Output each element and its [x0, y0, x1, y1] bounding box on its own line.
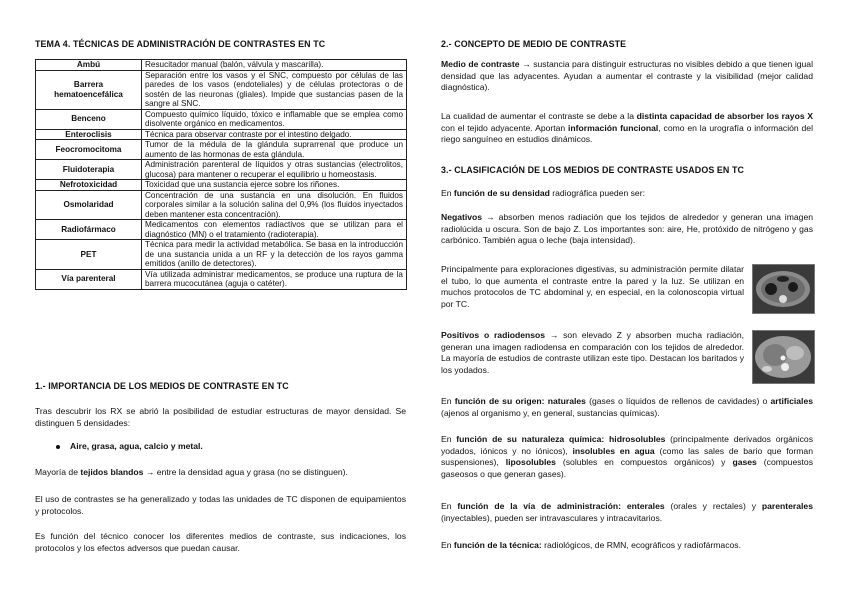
section1-paragraph-1: Tras descubrir los RX se abrió la posibilidad de estudiar estructuras de mayor densidad. Se distinguen 5 densidades: [35, 406, 406, 428]
glossary-row [36, 269, 407, 289]
section2-paragraph-1: Medio de contraste → sustancia para distinguir estructuras no visibles debido a que tienen igual densidad que las adyacentes. Ayudan a aumentar el contraste y la visibilidad (mejor calidad diagnóstica). [441, 59, 813, 93]
page-title: TEMA 4. TÉCNICAS DE ADMINISTRACIÓN DE CONTRASTES EN TC [35, 39, 326, 49]
glossary-definition: Resucitador manual (balón, válvula y mascarilla). [142, 60, 407, 71]
section2-heading: 2.- CONCEPTO DE MEDIO DE CONTRASTE [441, 39, 627, 49]
glossary-term: Ambú [36, 60, 142, 71]
glossary-row [36, 180, 407, 191]
glossary-definition: Toxicidad que una sustancia ejerce sobre los riñones. [142, 180, 407, 191]
glossary-definition: Separación entre los vasos y el SNC, compuesto por células de las paredes de los vasos (endoteliales) y de células protectoras o de sostén de las neuronas (gliales). Impide que sustancias pasen de la sangre al SNC. [142, 70, 407, 109]
administration-route-paragraph: En función de la vía de administración: enterales (orales y rectales) y parenterales (inyectables), pueden ser intravasculares y intracavitarios. [441, 501, 813, 523]
positives-paragraph: Positivos o radiodensos → son elevado Z y absorben mucha radiación, generan una imagen radiodensa en comparación con los tejidos de alrededor. La mayoría de estudios de contraste utilizan este tipo. Destacan los baritados y los yodados. [441, 330, 745, 376]
glossary-definition: Tumor de la médula de la glándula suprarrenal que produce un aumento de las hormonas de esta glándula. [142, 140, 407, 160]
glossary-term: Barrera hematoencefálica [36, 70, 142, 109]
section1-paragraph-2: Mayoría de tejidos blandos → entre la densidad agua y grasa (no se distinguen). [35, 467, 348, 477]
glossary-row [36, 160, 407, 180]
negatives-paragraph: Negativos → absorben menos radiación que los tejidos de alrededor y generan una imagen radiolúcida u oscura. Son de bajo Z. Los importantes son: aire, He, protóxido de nitrógeno y gas carbónico. También agua o leche (baja intensidad). [441, 212, 813, 246]
glossary-row [36, 240, 407, 270]
glossary-definition: Vía utilizada administrar medicamentos, se produce una ruptura de la barrera mucocutánea (aguja o catéter). [142, 269, 407, 289]
glossary-term: Radiofármaco [36, 220, 142, 240]
glossary-term: Vía parenteral [36, 269, 142, 289]
glossary-definition: Concentración de una sustancia en una disolución. En fluidos corporales similar a la solución salina del 0,9% (los fluidos inyectados deben mantener esta concentración). [142, 190, 407, 220]
section1-heading: 1.- IMPORTANCIA DE LOS MEDIOS DE CONTRASTE EN TC [35, 381, 289, 391]
densities-bullet [56, 441, 203, 453]
glossary-definition: Compuesto químico líquido, tóxico e inflamable que se emplea como disolvente orgánico en medicamentos. [142, 109, 407, 129]
glossary-term: Osmolaridad [36, 190, 142, 220]
section1-paragraph-3: El uso de contrastes se ha generalizado y todas las unidades de TC disponen de equipamientos y protocolos. [35, 494, 406, 516]
glossary-row [36, 220, 407, 240]
glossary-definition: Medicamentos con elementos radiactivos que se utilizan para el diagnóstico (MN) o el tratamiento (radioterapia). [142, 220, 407, 240]
glossary-term: Benceno [36, 109, 142, 129]
section3-heading: 3.- CLASIFICACIÓN DE LOS MEDIOS DE CONTRASTE USADOS EN TC [441, 165, 745, 175]
glossary-term: PET [36, 240, 142, 270]
section2-paragraph-2: La cualidad de aumentar el contraste se debe a la distinta capacidad de absorber los rayos X con el tejido adyacente. Aportan información funcional, como en la urografía o información del riego sanguíneo en estudios dinámicos. [441, 111, 813, 145]
origin-paragraph: En función de su origen: naturales (gases o líquidos de rellenos de cavidades) o artificiales (ajenos al organismo y, en general, sustancias químicas). [441, 396, 813, 418]
glossary-row [36, 129, 407, 140]
glossary-row [36, 70, 407, 109]
glossary-definition: Administración parenteral de líquidos y otras sustancias (electrolitos, glucosa) para mantener o recuperar el equilibrio u homeostasis. [142, 160, 407, 180]
glossary-term: Nefrotoxicidad [36, 180, 142, 191]
glossary-row [36, 60, 407, 71]
glossary-row [36, 109, 407, 129]
technique-paragraph: En función de la técnica: radiológicos, de RMN, ecográficos y radiofármacos. [441, 540, 741, 550]
chemical-nature-paragraph: En función de su naturaleza química: hidrosolubles (principalmente derivados orgánicos yodados, iónicos y no iónicos), insolubles en agua (como las sales de bario que forman suspensiones), liposolubles (solubles en compuestos orgánicos) y gases (compuestos gaseosos o que generan gases). [441, 434, 813, 480]
glossary-table [35, 59, 407, 290]
negatives-extra-paragraph: Principalmente para exploraciones digestivas, su administración permite dilatar el tubo, lo que aumenta el contraste entre la pared y la luz. Se utilizan en muchos protocolos de TC abdominal y, en especial, en la colonoscopia virtual por TC. [441, 264, 744, 310]
glossary-term: Feocromocitoma [36, 140, 142, 160]
glossary-row [36, 190, 407, 220]
section1-paragraph-4: Es función del técnico conocer los diferentes medios de contraste, sus indicaciones, los protocolos y los efectos adversos que puedan causar. [35, 531, 406, 553]
density-intro: En función de su densidad radiográfica pueden ser: [441, 188, 645, 198]
glossary-term: Enteroclisis [36, 129, 142, 140]
ct-image-negative [752, 264, 815, 314]
glossary-row [36, 140, 407, 160]
densities-bullet-text: Aire, grasa, agua, calcio y metal. [70, 441, 203, 451]
bullet-dot-icon [56, 445, 60, 449]
ct-image-positive [752, 330, 815, 384]
glossary-term: Fluidoterapia [36, 160, 142, 180]
glossary-definition: Técnica para observar contraste por el intestino delgado. [142, 129, 407, 140]
glossary-definition: Técnica para medir la actividad metabólica. Se basa en la introducción de una sustancia unida a un RF y la detección de los rayos gamma emitidos (anillo de detectores). [142, 240, 407, 270]
